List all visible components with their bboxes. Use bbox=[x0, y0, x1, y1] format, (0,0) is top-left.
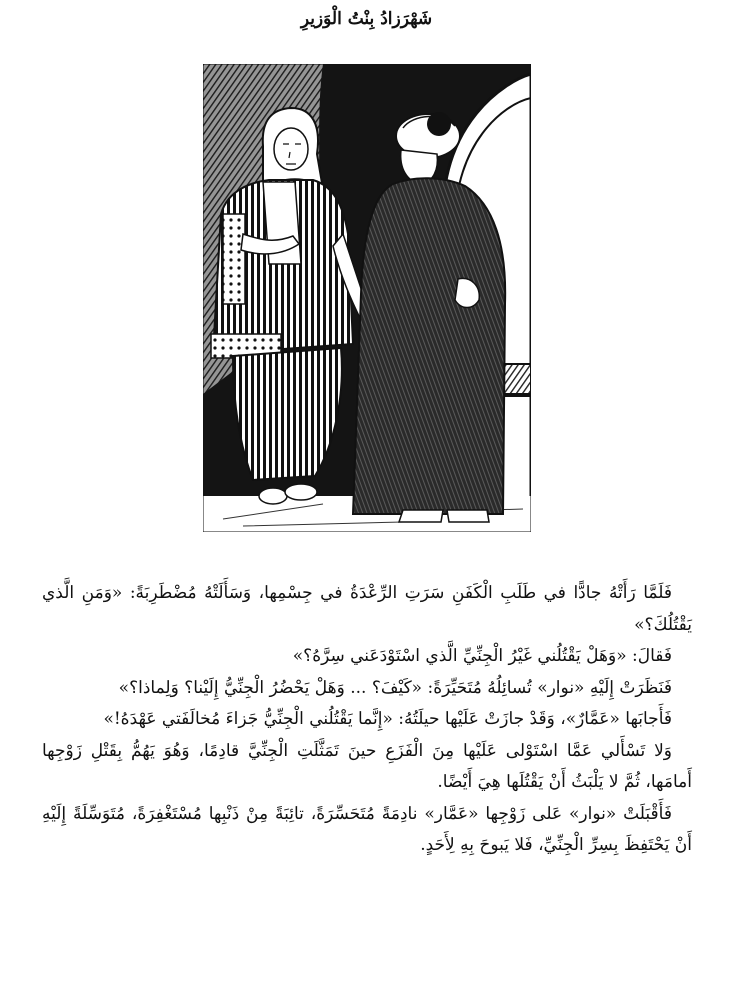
story-text bbox=[42, 578, 692, 862]
illustration-woman-and-old-man-icon bbox=[203, 64, 531, 532]
story-paragraph: فَنَظَرَتْ إِلَيْهِ «نوار» تُسائِلُهُ مُتَحَيِّرَةً: «كَيْفَ؟ ... وَهَلْ يَحْضُرُ الْجِنِّيُّ إِلَيْنا؟ وَلِماذا؟» bbox=[118, 677, 672, 698]
story-paragraph: وَلا تَسْأَلي عَمَّا اسْتَوْلى عَلَيْها مِنَ الْفَزَعِ حينَ تَمَثَّلَتِ الْجِنِّيَّ قادِمًا، وَهُوَ يَهُمُّ بِقَتْلِ زَوْجِها أَمامَها، ثُمَّ لا يَلْبَثُ أَنْ يَقْتُلَها هِيَ أَيْضًا. bbox=[42, 740, 692, 792]
story-paragraph: فَقالَ: «وَهَلْ يَقْتُلُني غَيْرُ الْجِنِّيِّ الَّذي اسْتَوْدَعَني سِرَّهُ؟» bbox=[292, 646, 672, 666]
story-paragraph: فَأَجابَها «عَمَّارٌ»، وَقَدْ جازَتْ عَلَيْها حيلَتُهُ: «إِنَّما يَقْتُلُني الْجِنِّيُّ جَزاءَ مُخالَفَتي عَهْدَهُ!» bbox=[103, 709, 672, 729]
page-title: شَهْرَزادُ بِنْتُ الْوَزيرِ bbox=[300, 9, 433, 29]
story-paragraph: فَلَمَّا رَأَتْهُ جادًّا في طَلَبِ الْكَفَنِ سَرَتِ الرِّعْدَةُ في جِسْمِها، وَسَأَلَتْهُ مُضْطَرِبَةً: «وَمَنِ الَّذي يَقْتُلُكَ؟» bbox=[42, 583, 692, 635]
story-paragraph: فَأَقْبَلَتْ «نوار» عَلى زَوْجِها «عَمَّار» نادِمَةً مُتَحَسِّرَةً، تائِبَةً مِنْ ذَنْبِها مُسْتَغْفِرَةً، مُتَوَسِّلَةً إِلَيْهِ أَنْ يَحْتَفِظَ بِسِرِّ الْجِنِّيِّ، فَلا يَبوحَ بِهِ لِأَحَدٍ. bbox=[42, 803, 692, 855]
